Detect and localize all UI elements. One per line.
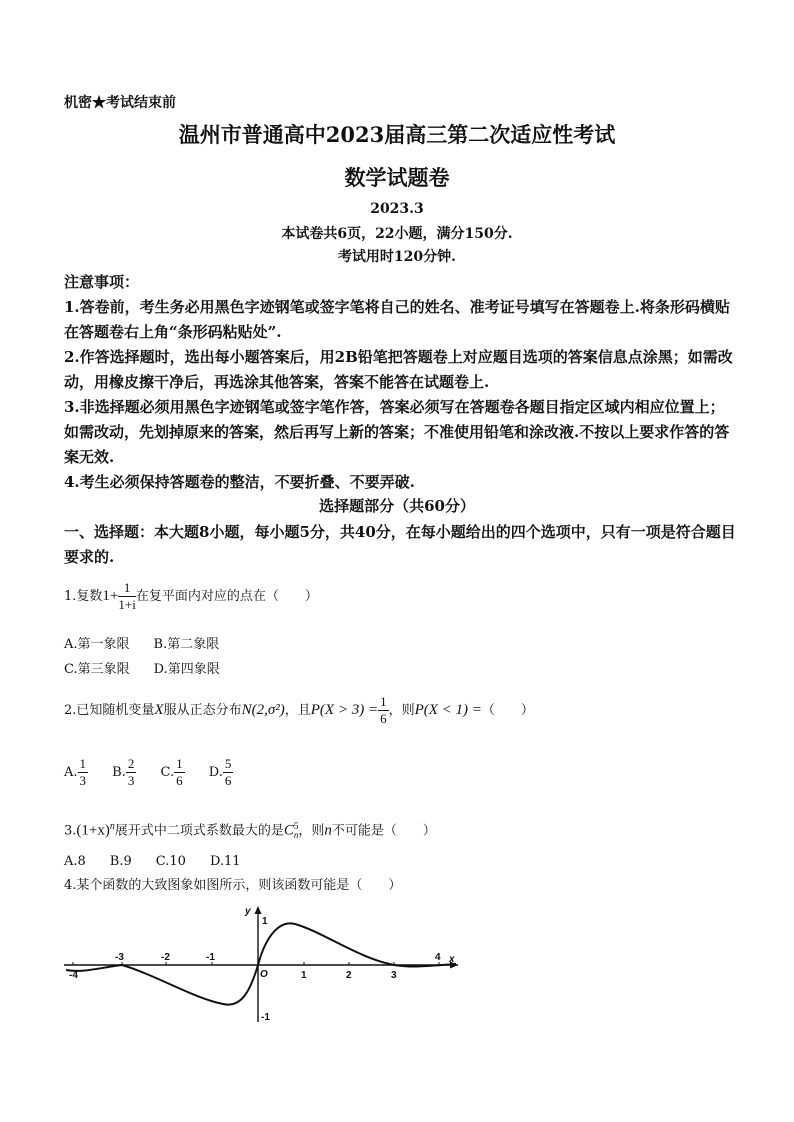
question-2: 2.已知随机变量X服从正态分布N(2,σ²)，且P(X > 3) = $\frac{1}{6}$ ，则P(X < 1) =（ ） xyxy=(64,694,534,726)
x-tick-label: 1 xyxy=(301,970,307,981)
x-tick-label: 3 xyxy=(391,970,397,981)
notice-item-3: 3.非选择题必须用黑色字迹钢笔或签字笔作答，答案必须写在答题卷各题目指定区域内相应位置上；如需改动，先划掉原来的答案，然后再写上新的答案；不准使用铅笔和涂改液.不按以上要求作答的答案无效. xyxy=(64,398,730,466)
function-curve xyxy=(66,923,456,1004)
q2-condition-fraction: $\frac{1}{6}$ xyxy=(380,694,387,726)
question-1: 1.复数1+ $\frac{1}{1+i}$ 在复平面内对应的点在（ ） xyxy=(64,580,318,612)
notice-item-2: 2.作答选择题时，选出每小题答案后，用2B铅笔把答题卷上对应题目选项的答案信息点涂黑；如需改动，用橡皮擦干净后，再选涂其他答案，答案不能答在试题卷上. xyxy=(64,348,733,391)
exam-subtitle: 数学试题卷 xyxy=(344,165,450,190)
q2-option-b[interactable]: B. $\frac{2}{3}$ xyxy=(112,756,135,788)
notice-item-1: 1.答卷前，考生务必用黑色字迹钢笔或签字笔将自己的姓名、准考证号填写在答题卷上.将条形码横贴在答题卷右上角“条形码粘贴处”. xyxy=(64,298,730,341)
x-tick-label: 4 xyxy=(435,952,441,963)
section-title: 选择题部分（共60分） xyxy=(319,497,475,515)
q3-option-b[interactable]: B.9 xyxy=(109,854,132,869)
origin-label: O xyxy=(260,969,268,980)
q1-option-a[interactable]: A.第一象限 xyxy=(64,637,130,652)
exam-info-pages: 本试卷共6页，22小题，满分150分. xyxy=(281,226,513,242)
q2-option-c[interactable]: C. $\frac{1}{6}$ xyxy=(160,756,183,788)
confidential-label: 机密★考试结束前 xyxy=(64,95,176,111)
exam-title: 温州市普通高中2023届高三第二次适应性考试 xyxy=(178,122,616,147)
notice-item-4: 4.考生必须保持答题卷的整洁，不要折叠、不要弄破. xyxy=(64,473,415,491)
q1-option-c[interactable]: C.第三象限 xyxy=(64,662,130,677)
q2-option-a[interactable]: A. $\frac{1}{3}$ xyxy=(64,756,87,788)
section-intro: 一、选择题：本大题8小题，每小题5分，共40分，在每小题给出的四个选项中，只有一项是符合题目要求的. xyxy=(64,523,736,566)
x-tick-label: -1 xyxy=(206,952,215,963)
x-tick-label: -2 xyxy=(161,952,170,963)
q3-option-a[interactable]: A.8 xyxy=(64,854,86,869)
y-tick-label: -1 xyxy=(261,1012,270,1023)
q1-option-b[interactable]: B.第二象限 xyxy=(153,637,220,652)
question-3: $3.(1+x)^n$展开式中二项式系数最大的是C 5 n ，则n不可能是（ ） xyxy=(64,820,436,840)
y-axis-label: y xyxy=(245,906,251,917)
q3-options xyxy=(64,853,265,871)
q2-option-d[interactable]: D. $\frac{5}{6}$ xyxy=(208,756,232,788)
y-tick-label: 1 xyxy=(262,916,268,927)
exam-date: 2023.3 xyxy=(370,201,424,217)
x-tick-label: -4 xyxy=(69,970,78,981)
question-4: 4.某个函数的大致图象如图所示，则该函数可能是（ ） xyxy=(64,878,402,893)
function-graph xyxy=(58,900,468,1030)
q3-option-d[interactable]: D.11 xyxy=(209,854,241,869)
notice-section xyxy=(64,270,736,495)
x-tick-label: -3 xyxy=(115,952,124,963)
q3-option-c[interactable]: C.10 xyxy=(155,854,186,869)
y-axis-arrow xyxy=(255,906,262,914)
notice-heading: 注意事项： xyxy=(64,273,140,291)
q1-option-d[interactable]: D.第四象限 xyxy=(153,662,220,677)
x-axis-label: x xyxy=(449,954,455,965)
q1-options-row2 xyxy=(64,661,244,679)
q1-fraction: $\frac{1}{1+i}$ xyxy=(118,580,136,612)
x-tick-label: 2 xyxy=(346,970,352,981)
q1-options-row1 xyxy=(64,636,243,654)
q2-options xyxy=(64,756,253,789)
exam-info-time: 考试用时120分钟. xyxy=(337,249,457,265)
